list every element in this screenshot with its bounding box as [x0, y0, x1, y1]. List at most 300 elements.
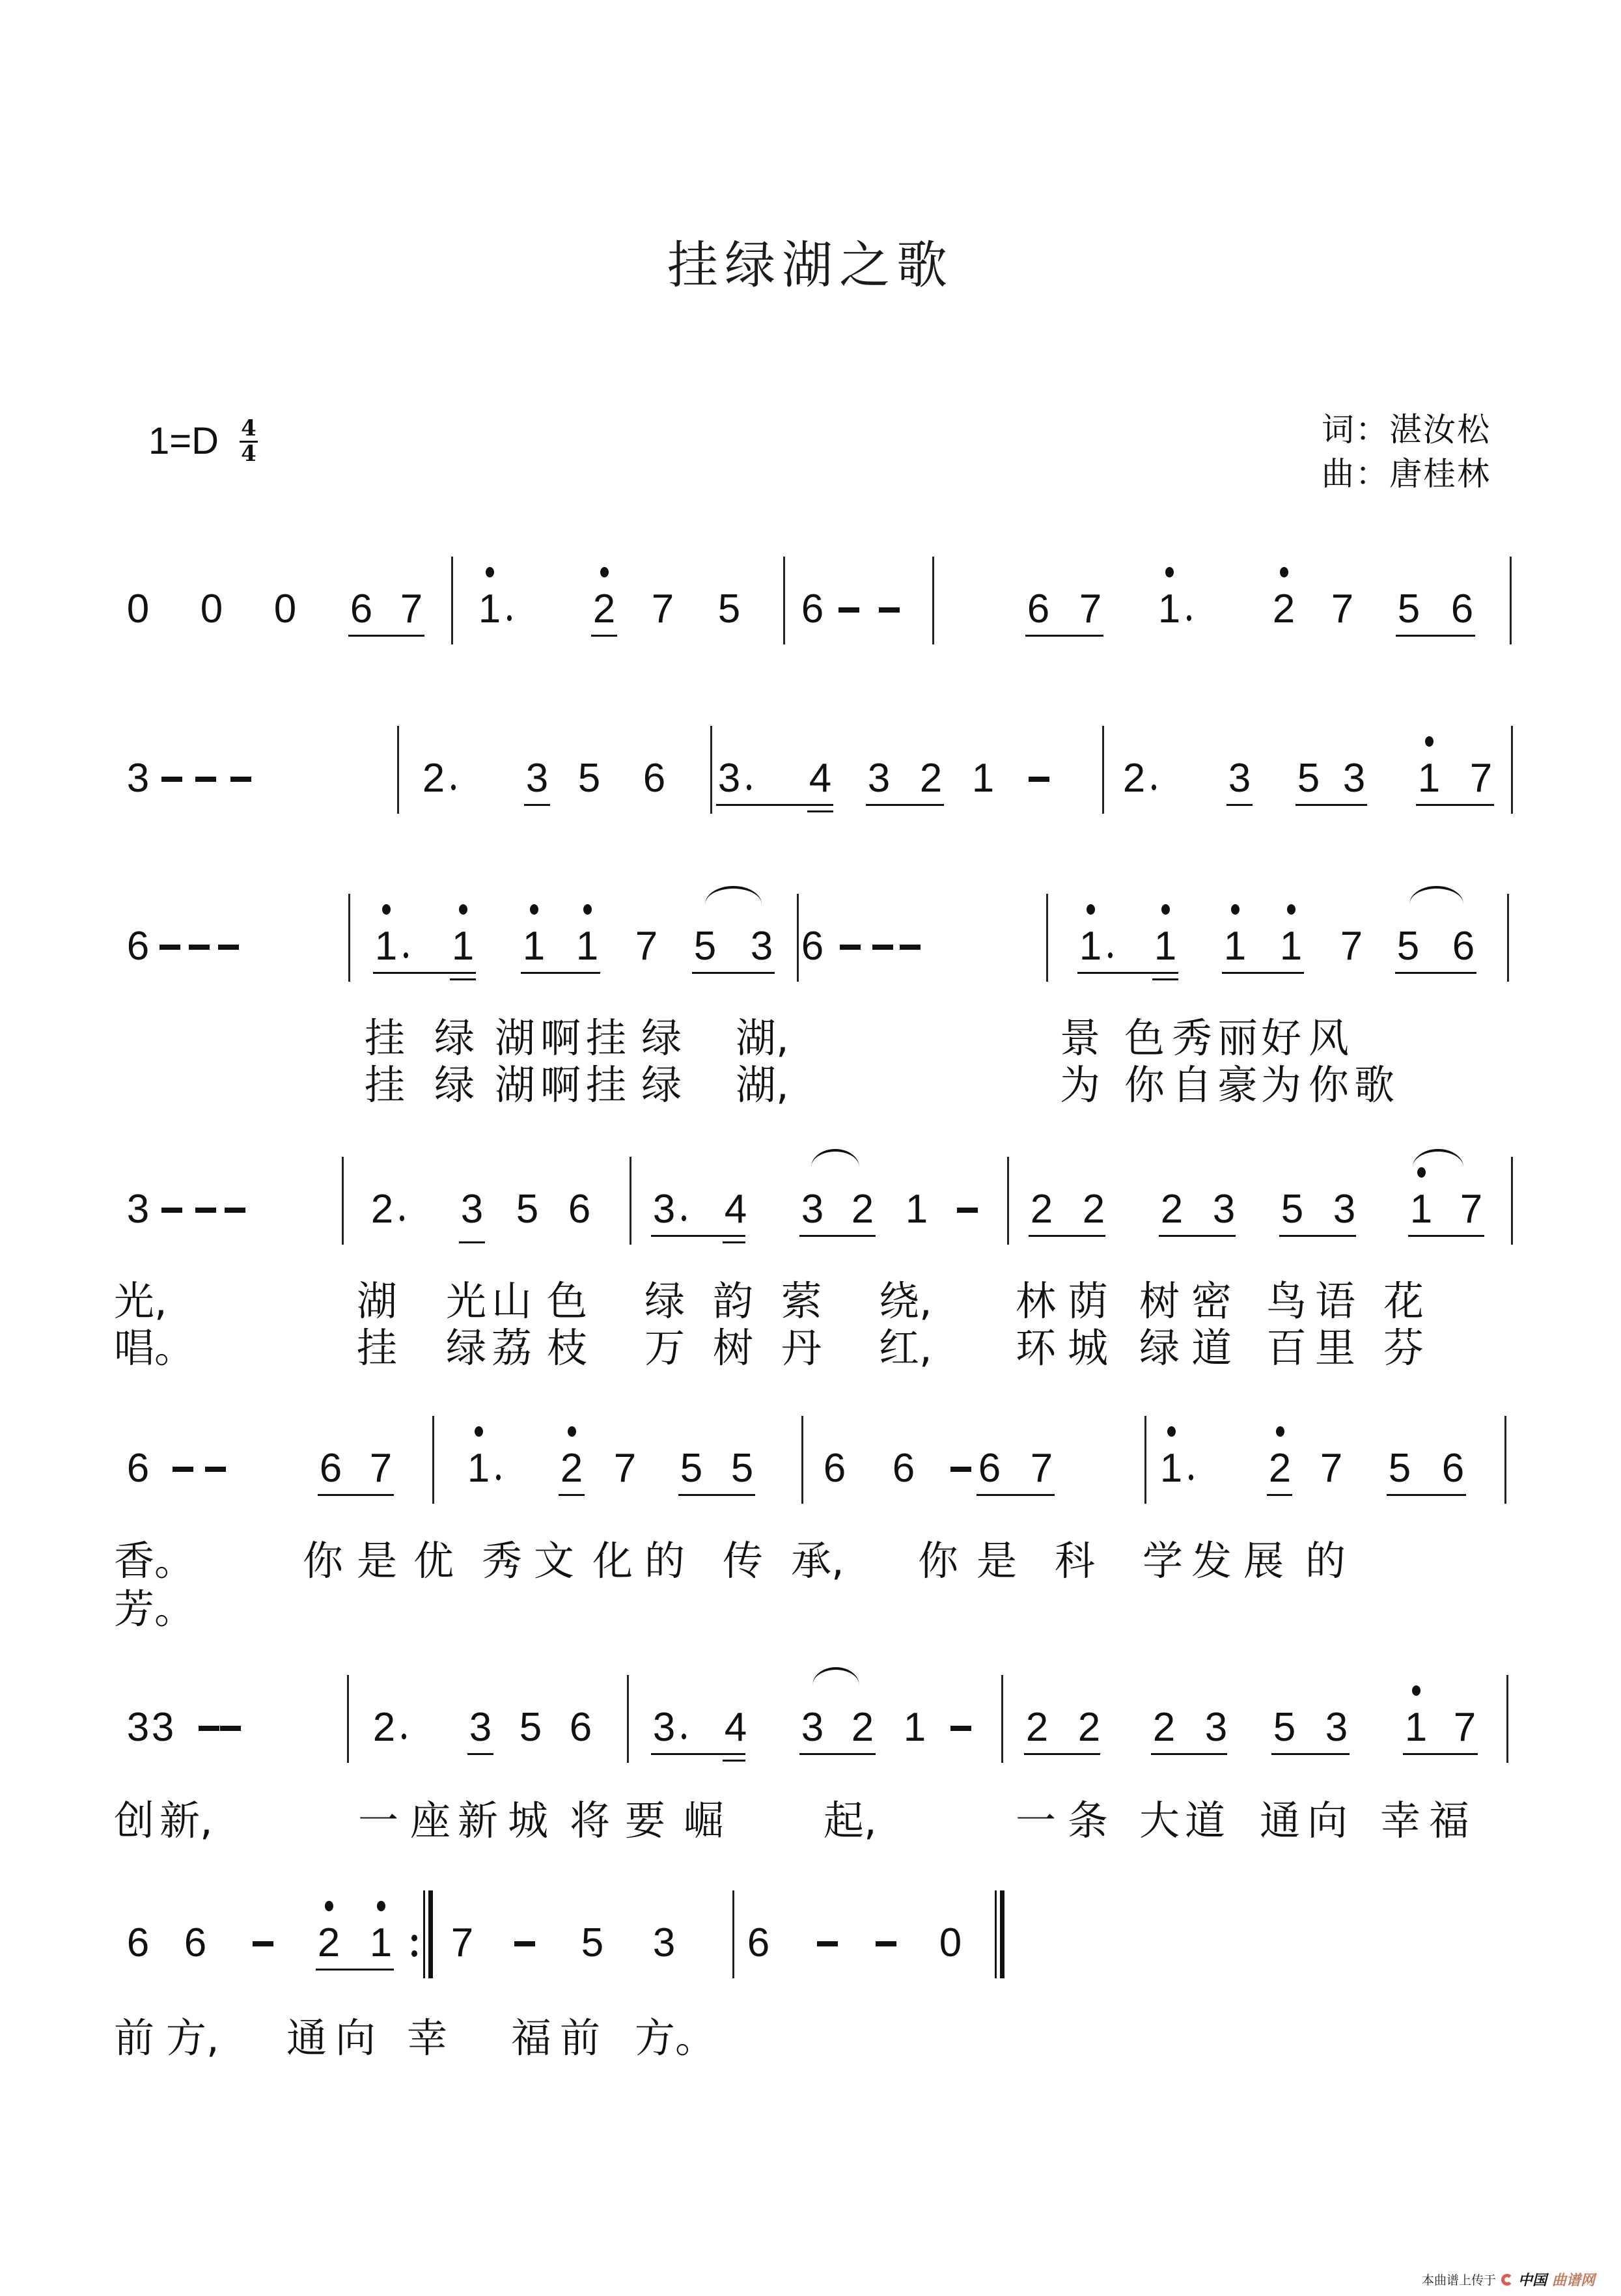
note [576, 758, 602, 799]
lyric-syllable: 湖 [495, 1014, 536, 1062]
bar-line [451, 557, 453, 644]
note [1156, 589, 1182, 629]
note [1458, 1189, 1484, 1230]
slur-arc [1413, 1149, 1463, 1167]
note [1403, 1705, 1429, 1750]
sustain-dash [253, 1941, 273, 1946]
note-digit: 2 [851, 1705, 874, 1750]
note-digit: 6 [1452, 924, 1475, 969]
note [459, 1189, 485, 1230]
note [125, 1705, 151, 1750]
lyric-syllable: 挂 [365, 1061, 406, 1109]
octave-dot-icon [1276, 1426, 1284, 1437]
slur-arc [812, 1667, 859, 1685]
note [937, 1920, 963, 1965]
bar-line [783, 557, 785, 644]
note-digit: 1 [369, 1920, 393, 1965]
note [1396, 589, 1422, 629]
note-digit: 1 [522, 924, 546, 969]
lyric-syllable: 树 [1139, 1277, 1180, 1325]
note-digit: 7 [1469, 756, 1493, 801]
note-digit: 1 [903, 1705, 926, 1750]
note-digit: 2 [1160, 1187, 1184, 1232]
note-digit: 3 [525, 756, 549, 801]
eighth-beam [866, 804, 944, 806]
octave-dot-icon [1417, 1167, 1426, 1178]
lyric-syllable: 芬 [1383, 1324, 1424, 1372]
eighth-beam [1403, 1753, 1478, 1755]
note [318, 1448, 344, 1489]
bar-line [627, 1675, 629, 1763]
note [467, 1705, 493, 1750]
lyric-syllable: 景 [1060, 1014, 1101, 1062]
octave-dot-icon [600, 567, 609, 577]
note-digit: 1 [374, 924, 398, 969]
augmentation-dot-icon [1152, 784, 1156, 790]
note [524, 758, 550, 799]
note [514, 1189, 540, 1230]
lyric-syllable: 道 [1185, 1797, 1226, 1844]
note-digit: 7 [450, 1920, 474, 1965]
sixteenth-beam [1152, 978, 1178, 980]
note [904, 1189, 930, 1230]
note [125, 926, 151, 967]
lyric-syllable: 密 [1191, 1277, 1232, 1325]
bar-line [397, 726, 399, 814]
lyric-syllable: 湖, [736, 1014, 789, 1062]
eighth-beam [1029, 1235, 1105, 1237]
note-digit: 2 [1082, 1187, 1105, 1232]
lyric-syllable: 百 [1266, 1324, 1307, 1372]
note [566, 1189, 592, 1230]
lyric-line [0, 1279, 1621, 1324]
note-digit: 5 [680, 1446, 703, 1491]
note [348, 589, 374, 629]
octave-dot-icon [1425, 736, 1434, 747]
note-digit: 1 [1417, 756, 1441, 801]
note [1024, 1705, 1050, 1750]
note-digit: 2 [1272, 587, 1295, 631]
note [1159, 1189, 1185, 1230]
note-digit: 6 [319, 1446, 342, 1491]
sustain-dash [876, 1941, 896, 1946]
lyric-syllable: 绿 [434, 1061, 475, 1109]
octave-dot-icon [583, 904, 592, 915]
note [579, 1920, 605, 1965]
lyric-syllable: 一 [358, 1797, 399, 1844]
bar-line [801, 1416, 803, 1504]
note [199, 589, 225, 629]
sustain-dash [1029, 777, 1049, 782]
note-digit: 5 [1273, 1705, 1296, 1750]
note-digit: 5 [693, 924, 717, 969]
augmentation-dot-icon [682, 1734, 686, 1739]
note-digit: 6 [643, 756, 666, 801]
sixteenth-beam [807, 810, 833, 812]
lyric-syllable: 湖 [357, 1277, 398, 1325]
sustain-dash [817, 1941, 838, 1946]
note [1267, 1448, 1293, 1489]
eighth-beam [799, 1753, 876, 1755]
lyric-syllable: 万 [644, 1324, 686, 1372]
augmentation-dot-icon [1187, 615, 1191, 621]
lyric-syllable: 的 [644, 1537, 686, 1584]
note [822, 1448, 848, 1489]
lyric-syllable: 啊 [540, 1061, 581, 1109]
composer-credit: 曲：唐桂林 [1322, 455, 1491, 493]
note-digit: 1 [467, 1446, 490, 1491]
repeat-bar-thin [423, 1890, 425, 1978]
lyric-syllable: 是 [357, 1537, 398, 1584]
bar-line [932, 557, 934, 644]
note-digit: 2 [1030, 1187, 1053, 1232]
note-digit: 6 [1450, 587, 1474, 631]
octave-dot-icon [1161, 904, 1170, 915]
sustain-dash [879, 607, 900, 613]
lyric-syllable: 科 [1055, 1537, 1096, 1584]
note-digit: 2 [422, 756, 445, 801]
site-logo-icon [1501, 2274, 1513, 2286]
note-digit: 7 [1079, 587, 1102, 631]
lyric-syllable: 绿 [434, 1014, 475, 1062]
note-digit: 6 [801, 587, 824, 631]
note-digit: 6 [801, 924, 824, 969]
lyric-syllable: 方。 [635, 2014, 716, 2062]
note-digit: 5 [1297, 756, 1320, 801]
sustain-dash [218, 945, 239, 950]
note [1408, 1189, 1434, 1230]
note-digit: 6 [1441, 1446, 1465, 1491]
note [371, 1705, 397, 1750]
octave-dot-icon [1412, 1685, 1420, 1696]
lyric-syllable: 向 [1307, 1797, 1348, 1844]
lyric-syllable: 里 [1315, 1324, 1356, 1372]
note-digit: 1 [1079, 924, 1102, 969]
note-digit: 7 [369, 1446, 393, 1491]
note-digit: 2 [592, 587, 616, 631]
sustain-dash [514, 1941, 535, 1946]
note [918, 758, 944, 799]
note [651, 1189, 677, 1230]
note-digit: 6 [126, 1446, 150, 1491]
note-digit: 1 [1409, 1187, 1433, 1232]
eighth-beam [651, 1235, 745, 1237]
score-row-2 [0, 758, 1621, 908]
sustain-dash [220, 1726, 241, 1731]
note [723, 1705, 749, 1750]
note [1318, 1448, 1344, 1489]
note [125, 589, 151, 629]
note-digit: 7 [1331, 587, 1354, 631]
eighth-beam [1226, 804, 1253, 806]
lyric-syllable: 光, [114, 1277, 167, 1325]
note [369, 1189, 395, 1230]
note [521, 926, 547, 967]
note-digit: 2 [1152, 1705, 1176, 1750]
note [1222, 926, 1248, 967]
note [866, 758, 892, 799]
note [692, 926, 718, 967]
octave-dot-icon [1087, 904, 1095, 915]
lyric-syllable: 幸 [1380, 1797, 1421, 1844]
lyric-syllable: 鸟 [1266, 1277, 1307, 1325]
lyric-syllable: 挂 [586, 1014, 627, 1062]
sustain-dash [950, 1726, 971, 1731]
bar-line [432, 1416, 434, 1504]
note-digit: 3 [652, 1705, 676, 1750]
eighth-beam [348, 635, 424, 637]
lyric-syllable: 城 [508, 1797, 549, 1844]
note-digit: 3 [469, 1705, 492, 1750]
note [970, 758, 996, 799]
bar-line [797, 894, 799, 982]
lyric-syllable: 的 [1305, 1537, 1346, 1584]
lyric-syllable: 福 [511, 2014, 552, 2062]
note-digit: 3 [1333, 1187, 1356, 1232]
note-digit: 2 [1025, 1705, 1049, 1750]
note-digit: 5 [1396, 924, 1420, 969]
lyric-syllable: 崛 [684, 1797, 725, 1844]
note [651, 1920, 677, 1965]
note [1226, 758, 1253, 799]
note [850, 1705, 876, 1750]
lyric-syllable: 将 [570, 1797, 611, 1844]
lyric-syllable: 你 [1309, 1061, 1350, 1109]
sustain-dash [900, 945, 921, 950]
octave-dot-icon [568, 1426, 576, 1437]
lyric-syllable: 新 [458, 1797, 499, 1844]
lyric-syllable: 新, [159, 1797, 213, 1844]
note-digit: 7 [400, 587, 423, 631]
eighth-beam [692, 972, 775, 974]
note [1151, 1705, 1177, 1750]
note [799, 926, 825, 967]
lyric-syllable: 你 [918, 1537, 959, 1584]
lyric-syllable: 大 [1139, 1797, 1180, 1844]
lyric-syllable: 荫 [1068, 1277, 1109, 1325]
lyric-syllable: 前 [114, 2014, 155, 2062]
lyric-syllable: 丽 [1217, 1014, 1258, 1062]
bar-line [1511, 726, 1513, 814]
octave-dot-icon [1287, 904, 1295, 915]
note [716, 589, 742, 629]
note-digit: 6 [747, 1920, 770, 1965]
sustain-dash [161, 1208, 182, 1213]
lyric-syllable: 萦 [781, 1277, 822, 1325]
repeat-dots-icon [411, 1935, 417, 1966]
eighth-beam [316, 1969, 394, 1971]
note-digit: 4 [809, 756, 832, 801]
lyric-syllable: 自 [1172, 1061, 1213, 1109]
note-digit: 1 [575, 924, 599, 969]
augmentation-dot-icon [747, 784, 751, 790]
time-denominator: 4 [241, 441, 256, 467]
octave-dot-icon [475, 1426, 483, 1437]
note-digit: 1 [451, 924, 475, 969]
note-digit: 1 [905, 1187, 928, 1232]
note-digit: 2 [560, 1446, 583, 1491]
lyric-syllable: 学 [1143, 1537, 1184, 1584]
octave-dot-icon [1231, 904, 1240, 915]
eighth-beam [977, 1494, 1055, 1496]
note-digit: 5 [717, 587, 741, 631]
note-digit: 3 [1204, 1705, 1228, 1750]
lyric-syllable: 道 [1191, 1324, 1232, 1372]
note-digit: 1 [1404, 1705, 1428, 1750]
note [799, 1189, 825, 1230]
eighth-beam [521, 972, 600, 974]
lyric-syllable: 韵 [713, 1277, 754, 1325]
lyric-syllable: 红, [879, 1324, 932, 1372]
note [1416, 758, 1442, 799]
sustain-dash [189, 945, 210, 950]
lyric-syllable: 优 [413, 1537, 454, 1584]
eighth-beam [524, 804, 550, 806]
octave-dot-icon [459, 904, 467, 915]
lyric-syllable: 传 [723, 1537, 764, 1584]
eighth-beam [1267, 1494, 1292, 1496]
eighth-beam [318, 1494, 394, 1496]
lyric-syllable: 挂 [365, 1014, 406, 1062]
lyric-syllable: 山 [492, 1277, 533, 1325]
note-digit: 2 [370, 1187, 394, 1232]
eighth-beam [1395, 972, 1476, 974]
lyric-syllable: 展 [1243, 1537, 1284, 1584]
octave-dot-icon [1280, 567, 1288, 577]
note [1452, 1705, 1478, 1750]
lyric-syllable: 好 [1261, 1014, 1302, 1062]
lyric-syllable: 绿 [446, 1324, 487, 1372]
note-digit: 1 [1159, 1446, 1183, 1491]
note [518, 1705, 544, 1750]
time-signature [240, 417, 258, 465]
lyric-syllable: 树 [713, 1324, 754, 1372]
octave-dot-icon [1167, 1426, 1176, 1437]
lyric-syllable: 色 [547, 1277, 588, 1325]
note [1152, 926, 1178, 967]
note [729, 1448, 755, 1489]
lyric-syllable: 你 [1124, 1061, 1165, 1109]
eighth-beam [1024, 1753, 1100, 1755]
note-digit: 3 [1342, 756, 1366, 801]
bar-line [348, 894, 350, 982]
augmentation-dot-icon [451, 784, 456, 790]
note [1341, 758, 1367, 799]
eighth-beam [1408, 1235, 1484, 1237]
augmentation-dot-icon [402, 1734, 406, 1739]
note [449, 1920, 475, 1965]
note-digit: 7 [1460, 1187, 1483, 1232]
note [368, 1920, 394, 1965]
augmentation-dot-icon [404, 952, 408, 958]
lyric-syllable: 芳。 [114, 1585, 195, 1633]
lyric-syllable: 要 [625, 1797, 666, 1844]
note-digit: 7 [613, 1446, 637, 1491]
octave-dot-icon [530, 904, 538, 915]
note-digit: 5 [581, 1920, 604, 1965]
note [850, 1189, 876, 1230]
note [1395, 926, 1421, 967]
bar-line [1510, 557, 1512, 644]
note [1203, 1705, 1229, 1750]
note [125, 758, 151, 799]
note-digit: 7 [1030, 1446, 1053, 1491]
lyric-line [0, 1016, 1621, 1061]
lyric-syllable: 向 [335, 2014, 376, 2062]
lyric-line [0, 1538, 1621, 1584]
upload-text: 本曲谱上传于 [1421, 2273, 1496, 2288]
note-digit: 5 [577, 756, 601, 801]
sustain-dash [225, 1208, 245, 1213]
note [891, 1448, 917, 1489]
note [1029, 1448, 1055, 1489]
note [807, 758, 833, 799]
note [650, 589, 676, 629]
note [398, 589, 424, 629]
slur-arc [811, 1149, 859, 1167]
note-digit: 1 [1223, 924, 1247, 969]
note [272, 589, 298, 629]
eighth-beam [1416, 804, 1494, 806]
note-digit: 3 [126, 1705, 150, 1750]
eighth-beam [467, 1753, 493, 1755]
sustain-dash [230, 777, 251, 782]
note [1077, 926, 1103, 967]
note [591, 589, 617, 629]
note-digit: 4 [724, 1705, 747, 1750]
note [1449, 589, 1475, 629]
lyric-syllable: 香。 [114, 1537, 195, 1584]
note-digit: 0 [200, 587, 223, 631]
lyricist-credit: 词：湛汝松 [1322, 411, 1491, 449]
note-digit: 5 [1388, 1446, 1411, 1491]
sixteenth-beam [459, 1241, 485, 1243]
lyric-syllable: 城 [1068, 1324, 1109, 1372]
lyric-syllable: 绿 [1139, 1324, 1180, 1372]
lyric-line [0, 1586, 1621, 1632]
sustain-dash [173, 1467, 193, 1472]
note-digit: 1 [971, 756, 995, 801]
note [574, 926, 600, 967]
lyric-syllable: 化 [592, 1537, 633, 1584]
lyric-syllable: 承, [791, 1537, 844, 1584]
eighth-beam [678, 1494, 755, 1496]
note [373, 926, 399, 967]
note [1271, 1705, 1297, 1750]
octave-dot-icon [325, 1901, 333, 1911]
lyric-syllable: 你 [303, 1537, 344, 1584]
note-digit: 2 [317, 1920, 340, 1965]
note-digit: 6 [1027, 587, 1050, 631]
eighth-beam [799, 1235, 876, 1237]
note-digit: 6 [126, 1920, 150, 1965]
sustain-dash [195, 777, 216, 782]
sustain-dash [838, 607, 859, 613]
note-digit: 1 [478, 587, 501, 631]
lyric-syllable: 幸 [407, 2014, 448, 2062]
note-digit: 6 [569, 1705, 592, 1750]
bar-line [1046, 894, 1048, 982]
note [1295, 758, 1322, 799]
note [125, 1448, 151, 1489]
key-tonic: 1=D [148, 420, 219, 463]
note-digit: 1 [1154, 924, 1177, 969]
source-footer [1422, 2269, 1595, 2289]
lyric-syllable: 发 [1191, 1537, 1232, 1584]
note [1121, 758, 1147, 799]
note [716, 758, 742, 799]
eighth-beam [1077, 972, 1178, 974]
